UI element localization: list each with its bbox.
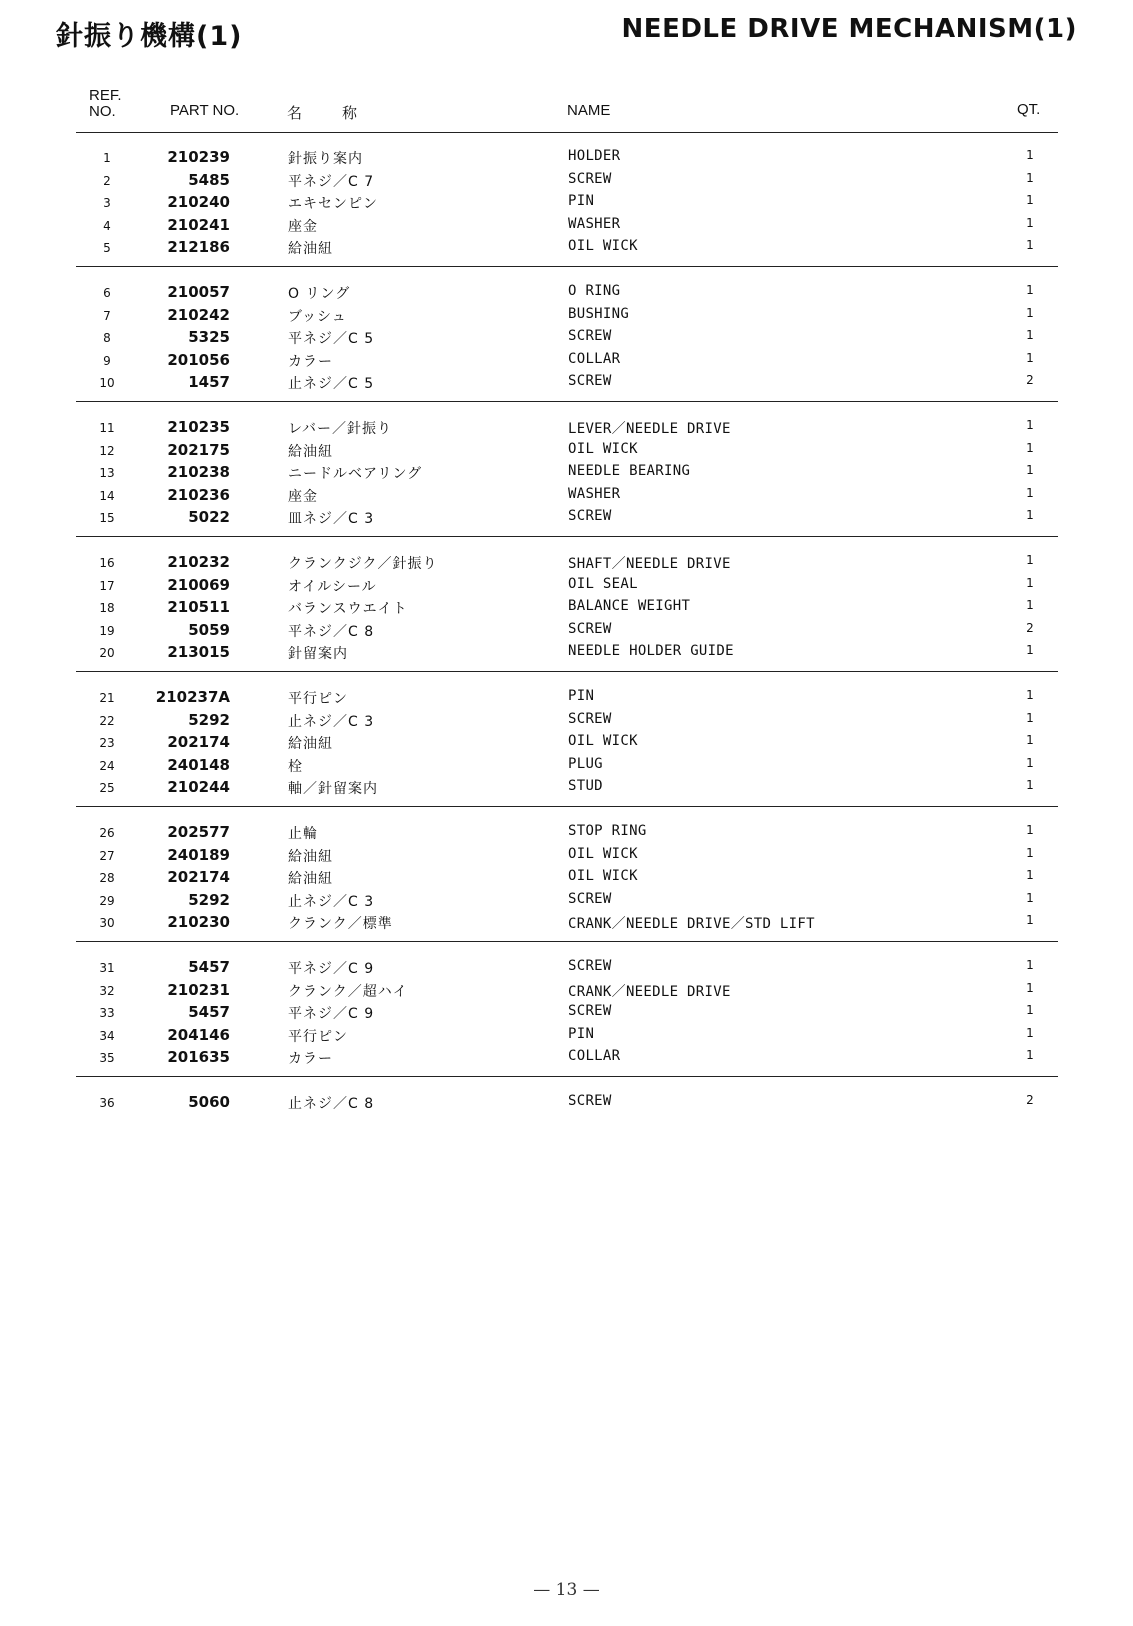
ref-number: 19 [99, 623, 115, 638]
quantity: 2 [1026, 373, 1034, 387]
ref-number: 8 [103, 331, 111, 345]
part-name-jp: 平ネジ／C 7 [288, 173, 375, 190]
part-name-jp: 給油紐 [288, 443, 333, 460]
part-name-jp: 皿ネジ／C 3 [288, 511, 375, 527]
table-row [0, 688, 1133, 710]
ref-number: 1 [103, 151, 111, 165]
table-row [0, 823, 1133, 845]
part-name-jp: O リング [288, 286, 351, 302]
part-name: WASHER [568, 485, 621, 502]
table-row [0, 1093, 1133, 1115]
part-number: 5457 [188, 1003, 230, 1021]
quantity: 1 [1026, 1048, 1034, 1062]
quantity: 1 [1026, 733, 1034, 747]
table-row [0, 711, 1133, 733]
quantity: 1 [1026, 305, 1034, 320]
ref-number: 17 [99, 578, 115, 593]
part-name: SCREW [568, 890, 612, 907]
part-number: 202174 [167, 868, 230, 886]
part-name-jp: 平ネジ／C 8 [288, 623, 375, 640]
table-row [0, 351, 1133, 373]
part-number: 210069 [167, 575, 230, 594]
part-number: 213015 [167, 643, 230, 661]
column-header-ref [89, 88, 122, 120]
quantity: 1 [1026, 463, 1034, 477]
table-row [0, 508, 1133, 530]
table-row [0, 891, 1133, 913]
table-row [0, 1003, 1133, 1025]
part-name-jp: クランク／超ハイ [288, 983, 408, 1000]
ref-number: 13 [99, 466, 115, 480]
table-row [0, 216, 1133, 238]
table-row [0, 418, 1133, 440]
quantity: 1 [1026, 755, 1034, 770]
quantity: 1 [1026, 868, 1034, 882]
part-number: 201635 [167, 1048, 230, 1066]
part-name: PIN [568, 1025, 595, 1042]
part-number: 210241 [167, 215, 230, 234]
part-name-jp: 止ネジ／C 3 [288, 713, 375, 730]
part-name-jp: 給油紐 [288, 241, 333, 257]
part-name: SCREW [568, 373, 612, 389]
ref-number: 30 [99, 916, 115, 930]
part-name-jp: 止ネジ／C 8 [288, 1096, 375, 1112]
part-name: WASHER [568, 215, 621, 232]
part-number: 240148 [167, 755, 230, 774]
part-number: 210230 [167, 913, 230, 931]
ref-number: 26 [99, 826, 115, 840]
part-name: BALANCE WEIGHT [568, 598, 691, 614]
part-name-jp: 止輪 [288, 826, 318, 842]
ref-number: 10 [99, 376, 115, 390]
quantity: 1 [1026, 418, 1034, 432]
part-number: 201056 [167, 350, 230, 369]
part-number: 210238 [167, 463, 230, 481]
part-name: SCREW [568, 958, 612, 974]
quantity: 1 [1026, 148, 1034, 162]
part-name-jp: 止ネジ／C 5 [288, 376, 375, 392]
group-divider [76, 806, 1058, 807]
quantity: 2 [1026, 620, 1034, 635]
part-name-jp: オイルシール [288, 578, 377, 595]
part-name-jp: 針留案内 [288, 646, 348, 662]
group-divider [76, 536, 1058, 537]
quantity: 1 [1026, 350, 1034, 365]
part-name-jp: クランクジク／針振り [288, 556, 438, 572]
part-number: 210240 [167, 193, 230, 211]
part-name-jp: 平ネジ／C 9 [288, 961, 375, 977]
ref-number: 25 [99, 781, 115, 795]
group-divider [76, 941, 1058, 942]
part-name-jp: 座金 [288, 488, 318, 505]
ref-number: 4 [103, 218, 111, 233]
part-name: STUD [568, 778, 603, 794]
part-number: 210239 [167, 148, 230, 166]
part-name: SCREW [568, 620, 612, 637]
column-header-ref-line1: REF. [89, 87, 122, 104]
part-name: SCREW [568, 1003, 612, 1019]
part-number: 5060 [188, 1093, 230, 1111]
ref-number: 32 [99, 983, 115, 998]
quantity: 1 [1026, 688, 1034, 702]
part-name: CRANK／NEEDLE DRIVE [568, 983, 731, 1000]
page-number: — 13 — [533, 1580, 600, 1600]
ref-number: 28 [99, 871, 115, 885]
quantity: 1 [1026, 643, 1034, 657]
part-number: 202175 [167, 440, 230, 459]
ref-number: 27 [99, 848, 115, 863]
table-row [0, 1026, 1133, 1048]
table-row [0, 598, 1133, 620]
part-name: SCREW [568, 1093, 612, 1109]
quantity: 1 [1026, 575, 1034, 590]
table-row [0, 283, 1133, 305]
ref-number: 20 [99, 646, 115, 660]
quantity: 1 [1026, 958, 1034, 972]
part-number: 210242 [167, 305, 230, 324]
quantity: 1 [1026, 440, 1034, 455]
part-number: 5022 [188, 508, 230, 526]
ref-number: 14 [99, 488, 115, 503]
ref-number: 35 [99, 1051, 115, 1065]
table-row [0, 913, 1133, 935]
table-row [0, 553, 1133, 575]
part-name-jp: 平ネジ／C 9 [288, 1006, 375, 1022]
part-number: 202174 [167, 733, 230, 751]
part-number: 210235 [167, 418, 230, 436]
table-row [0, 981, 1133, 1003]
table-row [0, 621, 1133, 643]
column-header-name: NAME [567, 102, 611, 119]
ref-number: 18 [99, 601, 115, 615]
part-number: 1457 [188, 373, 230, 391]
part-number: 210232 [167, 553, 230, 571]
ref-number: 7 [103, 308, 111, 323]
header-rule [76, 132, 1058, 133]
ref-number: 23 [99, 736, 115, 750]
table-row [0, 958, 1133, 980]
group-divider [76, 1076, 1058, 1077]
ref-number: 29 [99, 893, 115, 908]
part-name-jp: エキセンピン [288, 196, 378, 212]
table-row [0, 463, 1133, 485]
part-name: SHAFT／NEEDLE DRIVE [568, 556, 731, 572]
table-row [0, 778, 1133, 800]
ref-number: 24 [99, 758, 115, 773]
part-number: 240189 [167, 845, 230, 864]
part-name: OIL WICK [568, 845, 638, 862]
quantity: 1 [1026, 238, 1034, 252]
quantity: 1 [1026, 215, 1034, 230]
part-number: 5292 [188, 890, 230, 909]
part-number: 5325 [188, 328, 230, 346]
part-name: OIL WICK [568, 238, 638, 254]
table-row [0, 171, 1133, 193]
part-name: CRANK／NEEDLE DRIVE／STD LIFT [568, 916, 815, 932]
ref-number: 21 [99, 691, 115, 705]
part-name-jp: クランク／標準 [288, 916, 393, 932]
quantity: 1 [1026, 170, 1034, 185]
ref-number: 36 [99, 1096, 115, 1110]
part-name-jp: レバー／針振り [288, 421, 393, 437]
group-divider [76, 671, 1058, 672]
group-divider [76, 266, 1058, 267]
ref-number: 31 [99, 961, 115, 975]
quantity: 1 [1026, 598, 1034, 612]
table-row [0, 238, 1133, 260]
part-number: 210511 [167, 598, 230, 616]
part-name-jp: ニードルベアリング [288, 466, 423, 482]
part-name-jp: 給油紐 [288, 871, 333, 887]
part-name-jp: 座金 [288, 218, 318, 235]
part-number: 5485 [188, 170, 230, 189]
quantity: 1 [1026, 778, 1034, 792]
part-name: OIL WICK [568, 440, 638, 457]
quantity: 1 [1026, 823, 1034, 837]
part-name: HOLDER [568, 148, 621, 164]
part-name: STOP RING [568, 823, 647, 839]
column-header-qt: QT. [1017, 101, 1041, 118]
part-number: 210236 [167, 485, 230, 504]
part-number: 212186 [167, 238, 230, 256]
part-number: 210231 [167, 980, 230, 999]
part-name: COLLAR [568, 1048, 621, 1064]
quantity: 1 [1026, 193, 1034, 207]
part-name-jp: 栓 [288, 758, 303, 775]
part-number: 5292 [188, 710, 230, 729]
part-name: PLUG [568, 755, 603, 772]
part-name-jp: 給油紐 [288, 736, 333, 752]
ref-number: 5 [103, 241, 111, 255]
quantity: 1 [1026, 553, 1034, 567]
part-number: 5457 [188, 958, 230, 976]
part-name-jp: カラー [288, 1051, 333, 1067]
part-name: SCREW [568, 508, 612, 524]
part-name: BUSHING [568, 305, 630, 322]
table-row [0, 373, 1133, 395]
part-name-jp: 平行ピン [288, 1028, 348, 1045]
quantity: 1 [1026, 1025, 1034, 1040]
group-divider [76, 401, 1058, 402]
table-row [0, 576, 1133, 598]
part-name: OIL WICK [568, 733, 638, 749]
ref-number: 22 [99, 713, 115, 728]
part-name: OIL SEAL [568, 575, 638, 592]
part-number: 204146 [167, 1025, 230, 1044]
table-row [0, 733, 1133, 755]
part-name-jp: 止ネジ／C 3 [288, 893, 375, 910]
quantity: 1 [1026, 845, 1034, 860]
table-row [0, 756, 1133, 778]
part-name: COLLAR [568, 350, 621, 367]
table-row [0, 306, 1133, 328]
part-name-jp: 軸／針留案内 [288, 781, 378, 797]
quantity: 1 [1026, 485, 1034, 500]
part-number: 210237A [155, 688, 230, 706]
ref-number: 2 [103, 173, 111, 188]
part-name-jp: カラー [288, 353, 333, 370]
part-name: PIN [568, 193, 595, 209]
part-name-jp: 給油紐 [288, 848, 333, 865]
part-name-jp: 針振り案内 [288, 151, 363, 167]
ref-number: 34 [99, 1028, 115, 1043]
quantity: 1 [1026, 508, 1034, 522]
part-name: NEEDLE BEARING [568, 463, 691, 479]
ref-number: 12 [99, 443, 115, 458]
quantity: 1 [1026, 328, 1034, 342]
table-row [0, 868, 1133, 890]
part-number: 5059 [188, 620, 230, 639]
part-name: SCREW [568, 170, 612, 187]
part-number: 202577 [167, 823, 230, 841]
part-name: NEEDLE HOLDER GUIDE [568, 643, 734, 659]
part-name: SCREW [568, 328, 612, 344]
ref-number: 16 [99, 556, 115, 570]
column-header-ref-line2: NO. [89, 103, 116, 120]
part-name: OIL WICK [568, 868, 638, 884]
table-row [0, 1048, 1133, 1070]
quantity: 1 [1026, 980, 1034, 995]
part-name-jp: バランスウエイト [288, 601, 408, 617]
ref-number: 6 [103, 286, 111, 300]
part-name: PIN [568, 688, 595, 704]
quantity: 1 [1026, 913, 1034, 927]
quantity: 1 [1026, 283, 1034, 297]
quantity: 1 [1026, 890, 1034, 905]
column-header-name-jp: 名称 [287, 105, 398, 122]
part-name: LEVER／NEEDLE DRIVE [568, 421, 731, 437]
table-row [0, 486, 1133, 508]
part-name-jp: 平行ピン [288, 691, 348, 707]
table-row [0, 148, 1133, 170]
ref-number: 33 [99, 1006, 115, 1020]
part-name: O RING [568, 283, 621, 299]
ref-number: 3 [103, 196, 111, 210]
part-name-jp: ブッシュ [288, 308, 347, 325]
ref-number: 15 [99, 511, 115, 525]
ref-number: 11 [99, 421, 115, 435]
quantity: 2 [1026, 1093, 1034, 1107]
table-row [0, 193, 1133, 215]
page-title-jp: 針振り機構(1) [56, 21, 243, 52]
quantity: 1 [1026, 1003, 1034, 1017]
column-header-part-no: PART NO. [170, 102, 240, 119]
table-row [0, 643, 1133, 665]
table-row [0, 441, 1133, 463]
part-name-jp: 平ネジ／C 5 [288, 331, 375, 347]
table-row [0, 846, 1133, 868]
part-name: SCREW [568, 710, 612, 727]
part-number: 210244 [167, 778, 230, 796]
quantity: 1 [1026, 710, 1034, 725]
table-row [0, 328, 1133, 350]
part-number: 210057 [167, 283, 230, 301]
page-title-en: NEEDLE DRIVE MECHANISM(1) [621, 14, 1077, 44]
ref-number: 9 [103, 353, 111, 368]
